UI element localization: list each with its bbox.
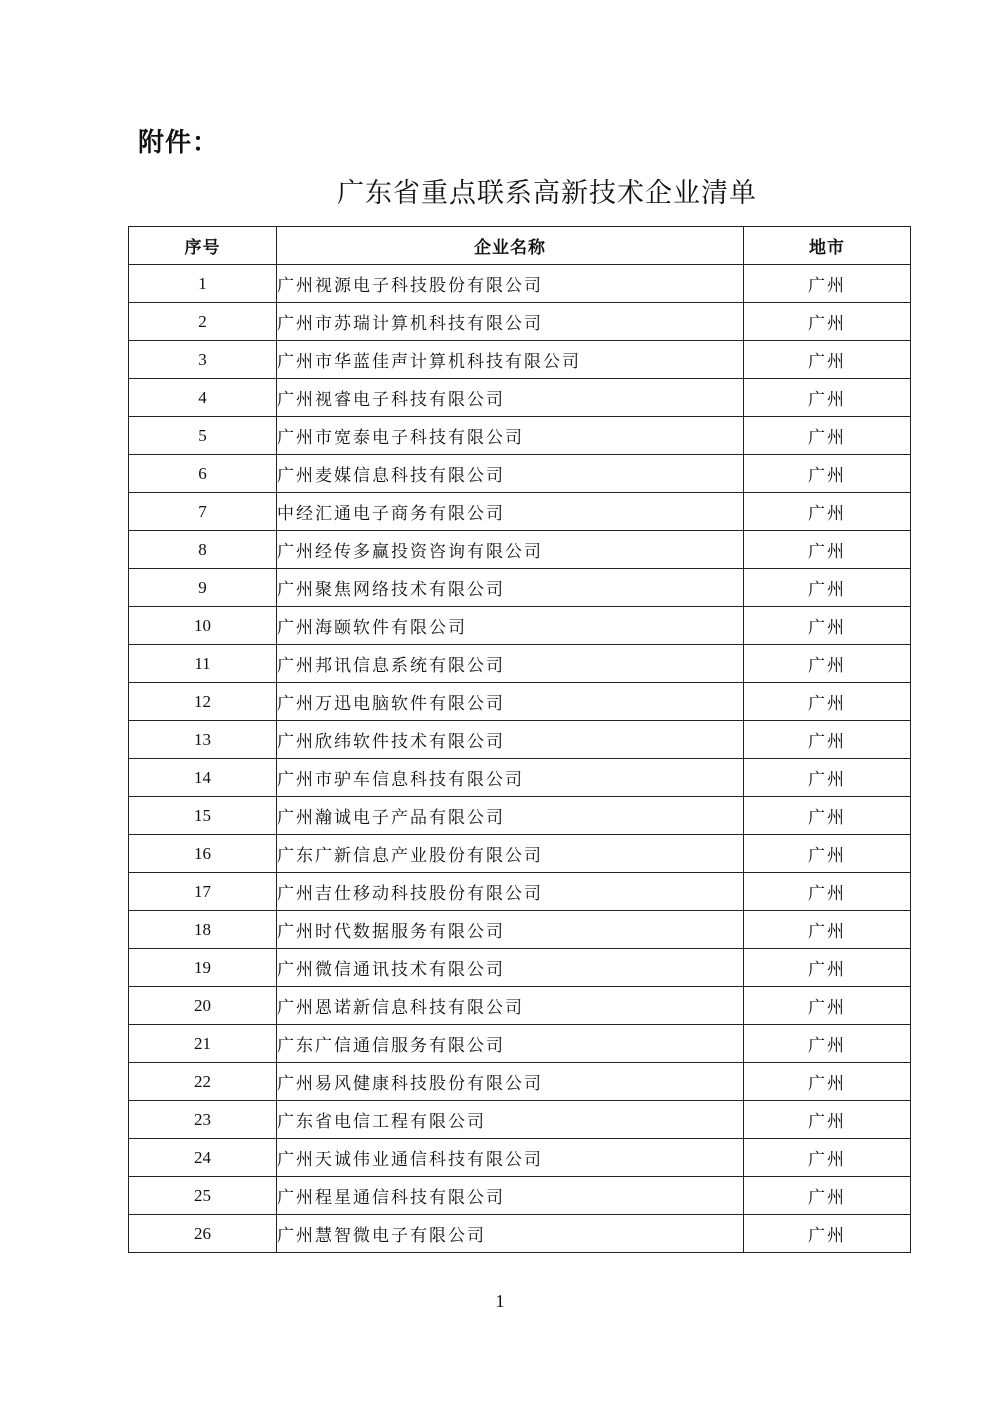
row-serial-number: 18 (129, 911, 277, 949)
row-serial-number: 9 (129, 569, 277, 607)
row-serial-number: 2 (129, 303, 277, 341)
row-city: 广州 (744, 949, 911, 987)
row-enterprise-name: 广州瀚诚电子产品有限公司 (277, 797, 744, 835)
table-row (129, 417, 911, 455)
table-row (129, 911, 911, 949)
table-row (129, 1063, 911, 1101)
table-row (129, 341, 911, 379)
table-row (129, 265, 911, 303)
row-enterprise-name: 广州万迅电脑软件有限公司 (277, 683, 744, 721)
table-header-row (129, 227, 911, 265)
row-serial-number: 20 (129, 987, 277, 1025)
table-row (129, 493, 911, 531)
row-serial-number: 5 (129, 417, 277, 455)
row-city: 广州 (744, 1025, 911, 1063)
row-enterprise-name: 广州麦媒信息科技有限公司 (277, 455, 744, 493)
table-row (129, 1215, 911, 1253)
row-serial-number: 15 (129, 797, 277, 835)
row-enterprise-name: 广州市苏瑞计算机科技有限公司 (277, 303, 744, 341)
attachment-label: 附件： (138, 128, 220, 158)
row-serial-number: 8 (129, 531, 277, 569)
row-city: 广州 (744, 1215, 911, 1253)
row-enterprise-name: 广州微信通讯技术有限公司 (277, 949, 744, 987)
table-body (129, 265, 911, 1253)
row-serial-number: 3 (129, 341, 277, 379)
table-row (129, 1139, 911, 1177)
table-row (129, 721, 911, 759)
header-city: 地市 (744, 227, 911, 265)
row-city: 广州 (744, 531, 911, 569)
row-serial-number: 6 (129, 455, 277, 493)
row-serial-number: 16 (129, 835, 277, 873)
page-number: 1 (495, 1291, 505, 1311)
row-enterprise-name: 广州吉仕移动科技股份有限公司 (277, 873, 744, 911)
row-enterprise-name: 广州欣纬软件技术有限公司 (277, 721, 744, 759)
row-enterprise-name: 广州恩诺新信息科技有限公司 (277, 987, 744, 1025)
table-row (129, 379, 911, 417)
table-row (129, 873, 911, 911)
row-serial-number: 4 (129, 379, 277, 417)
table-row (129, 683, 911, 721)
row-city: 广州 (744, 265, 911, 303)
row-city: 广州 (744, 721, 911, 759)
row-city: 广州 (744, 759, 911, 797)
row-serial-number: 7 (129, 493, 277, 531)
header-serial-number: 序号 (129, 227, 277, 265)
row-city: 广州 (744, 493, 911, 531)
row-enterprise-name: 广州易风健康科技股份有限公司 (277, 1063, 744, 1101)
row-city: 广州 (744, 987, 911, 1025)
table-row (129, 1025, 911, 1063)
table-row (129, 607, 911, 645)
table-row (129, 949, 911, 987)
row-enterprise-name: 广东广信通信服务有限公司 (277, 1025, 744, 1063)
row-enterprise-name: 广州视睿电子科技有限公司 (277, 379, 744, 417)
row-enterprise-name: 广东省电信工程有限公司 (277, 1101, 744, 1139)
row-city: 广州 (744, 1139, 911, 1177)
document-title: 广东省重点联系高新技术企业清单 (337, 178, 757, 209)
row-enterprise-name: 广州市华蓝佳声计算机科技有限公司 (277, 341, 744, 379)
row-city: 广州 (744, 797, 911, 835)
row-enterprise-name: 广州市宽泰电子科技有限公司 (277, 417, 744, 455)
row-serial-number: 24 (129, 1139, 277, 1177)
row-city: 广州 (744, 607, 911, 645)
table-row (129, 645, 911, 683)
row-city: 广州 (744, 1101, 911, 1139)
row-enterprise-name: 中经汇通电子商务有限公司 (277, 493, 744, 531)
row-enterprise-name: 广州聚焦网络技术有限公司 (277, 569, 744, 607)
row-city: 广州 (744, 1177, 911, 1215)
row-city: 广州 (744, 455, 911, 493)
row-serial-number: 22 (129, 1063, 277, 1101)
row-enterprise-name: 广州经传多赢投资咨询有限公司 (277, 531, 744, 569)
row-enterprise-name: 广州市驴车信息科技有限公司 (277, 759, 744, 797)
row-serial-number: 17 (129, 873, 277, 911)
row-enterprise-name: 广州天诚伟业通信科技有限公司 (277, 1139, 744, 1177)
row-city: 广州 (744, 379, 911, 417)
row-serial-number: 21 (129, 1025, 277, 1063)
table-row (129, 303, 911, 341)
row-enterprise-name: 广州时代数据服务有限公司 (277, 911, 744, 949)
row-serial-number: 14 (129, 759, 277, 797)
table-row (129, 1101, 911, 1139)
row-city: 广州 (744, 683, 911, 721)
row-enterprise-name: 广东广新信息产业股份有限公司 (277, 835, 744, 873)
row-city: 广州 (744, 911, 911, 949)
row-city: 广州 (744, 569, 911, 607)
row-serial-number: 12 (129, 683, 277, 721)
row-city: 广州 (744, 835, 911, 873)
row-serial-number: 23 (129, 1101, 277, 1139)
row-enterprise-name: 广州海颐软件有限公司 (277, 607, 744, 645)
table-row (129, 797, 911, 835)
row-city: 广州 (744, 645, 911, 683)
table-row (129, 569, 911, 607)
row-city: 广州 (744, 303, 911, 341)
row-enterprise-name: 广州邦讯信息系统有限公司 (277, 645, 744, 683)
table-row (129, 759, 911, 797)
header-enterprise-name: 企业名称 (277, 227, 744, 265)
enterprise-table (128, 226, 911, 1253)
row-serial-number: 26 (129, 1215, 277, 1253)
table-row (129, 987, 911, 1025)
row-city: 广州 (744, 417, 911, 455)
row-serial-number: 10 (129, 607, 277, 645)
table-row (129, 835, 911, 873)
row-enterprise-name: 广州视源电子科技股份有限公司 (277, 265, 744, 303)
table-row (129, 455, 911, 493)
row-serial-number: 19 (129, 949, 277, 987)
row-serial-number: 11 (129, 645, 277, 683)
row-enterprise-name: 广州程星通信科技有限公司 (277, 1177, 744, 1215)
row-serial-number: 1 (129, 265, 277, 303)
row-serial-number: 13 (129, 721, 277, 759)
row-enterprise-name: 广州慧智微电子有限公司 (277, 1215, 744, 1253)
row-city: 广州 (744, 1063, 911, 1101)
row-city: 广州 (744, 873, 911, 911)
table-row (129, 1177, 911, 1215)
row-serial-number: 25 (129, 1177, 277, 1215)
row-city: 广州 (744, 341, 911, 379)
table-row (129, 531, 911, 569)
